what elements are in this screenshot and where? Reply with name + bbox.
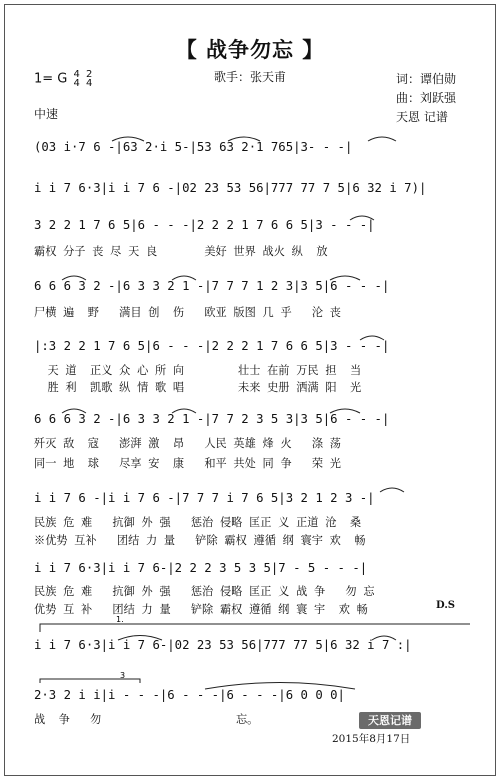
lyric-line-2: 尸横 遍 野 满目 创 伤 欧亚 版图 几 乎 沦 丧 [34, 306, 341, 319]
dal-segno-marking: D.S [436, 600, 456, 611]
lyric-line-7: 民族 危 难 抗御 外 强 惩治 侵略 匡正 义 正道 沧 桑 [34, 516, 362, 529]
notation-row-8: i i 7 6·3|i i 7 6-|2 2 2 3 5 3 5|7 - 5 - - -| [34, 561, 368, 575]
transcriber-credit: 天恩 记谱 [396, 110, 448, 124]
notation-row-5: |:3 2 2 1 7 6 5|6 - - -|2 2 2 1 7 6 6 5|3 - - -| [34, 339, 390, 353]
notation-row-7: i i 7 6 -|i i 7 6 -|7 7 7 i 7 6 5|3 2 1 2 3 -| [34, 491, 375, 505]
key-text: 1= G [34, 71, 68, 87]
lyric-line-11: 战 争 勿 忘。 [34, 713, 259, 726]
notation-row-4: 6 6 6 3 2 -|6 3 3 2 1 -|7 7 7 1 2 3|3 5|6 - - -| [34, 279, 390, 293]
lyric-line-5: 歼灭 敌 寇 澎湃 激 昂 人民 英雄 烽 火 涤 荡 [34, 437, 341, 450]
lyric-line-4: 胜 利 凯歌 纵 情 歌 唱 未来 史册 洒满 阳 光 [34, 381, 362, 394]
time-signature-secondary: 2 4 [86, 69, 93, 89]
transcriber-stamp: 天恩记谱 [359, 712, 421, 729]
notation-row-6: 6 6 6 3 2 -|6 3 3 2 1 -|7 7 2 3 5 3|3 5|6 - - -| [34, 412, 390, 426]
song-title: 【 战争勿忘 】 [175, 38, 325, 62]
notation-row-2: i i 7 6·3|i i 7 6 -|02 23 53 56|777 77 7 5|6 32 i 7)| [34, 181, 427, 195]
lyric-line-9: 民族 危 难 抗御 外 强 惩治 侵略 匡正 义 战 争 勿 忘 [34, 585, 375, 598]
singer-credit: 歌手：张天甫 [213, 70, 286, 84]
notation-row-1: (03 i·7 6 -|63 2·i 5-|53 63 2·1 765|3- - -| [34, 140, 353, 154]
transcription-date: 2015年8月17日 [332, 733, 411, 745]
notation-row-3: 3 2 2 1 7 6 5|6 - - -|2 2 2 1 7 6 6 5|3 - - -| [34, 218, 375, 232]
lyric-line-1: 霸权 分子 丧 尽 天 良 美好 世界 战火 纵 放 [34, 245, 328, 258]
key-signature [34, 70, 92, 88]
tempo-marking: 中速 [34, 107, 59, 121]
composer-credit: 曲：刘跃强 [396, 91, 457, 105]
triplet-number: 3 [120, 671, 126, 680]
time-signature-primary: 4 4 [73, 69, 80, 89]
lyric-line-3: 天 道 正义 众 心 所 向 壮士 在前 万民 担 当 [34, 364, 362, 377]
volta-number: 1. [116, 615, 124, 624]
lyric-line-8: ※优势 互补 团结 力 量 铲除 霸权 遵循 纲 寰宇 欢 畅 [34, 534, 366, 547]
lyricist-credit: 词：谭伯勋 [396, 72, 457, 86]
lyric-line-10: 优势 互 补 团结 力 量 铲除 霸权 遵循 纲 寰 宇 欢 畅 [34, 603, 368, 616]
notation-row-9: i i 7 6·3|i i 7 6-|02 23 53 56|777 77 5|6 32 i 7 :| [34, 638, 412, 652]
notation-row-10: 2·3 2 i i|i - - -|6 - - -|6 - - -|6 0 0 0| [34, 688, 345, 702]
lyric-line-6: 同一 地 球 尽享 安 康 和平 共处 同 争 荣 光 [34, 457, 341, 470]
